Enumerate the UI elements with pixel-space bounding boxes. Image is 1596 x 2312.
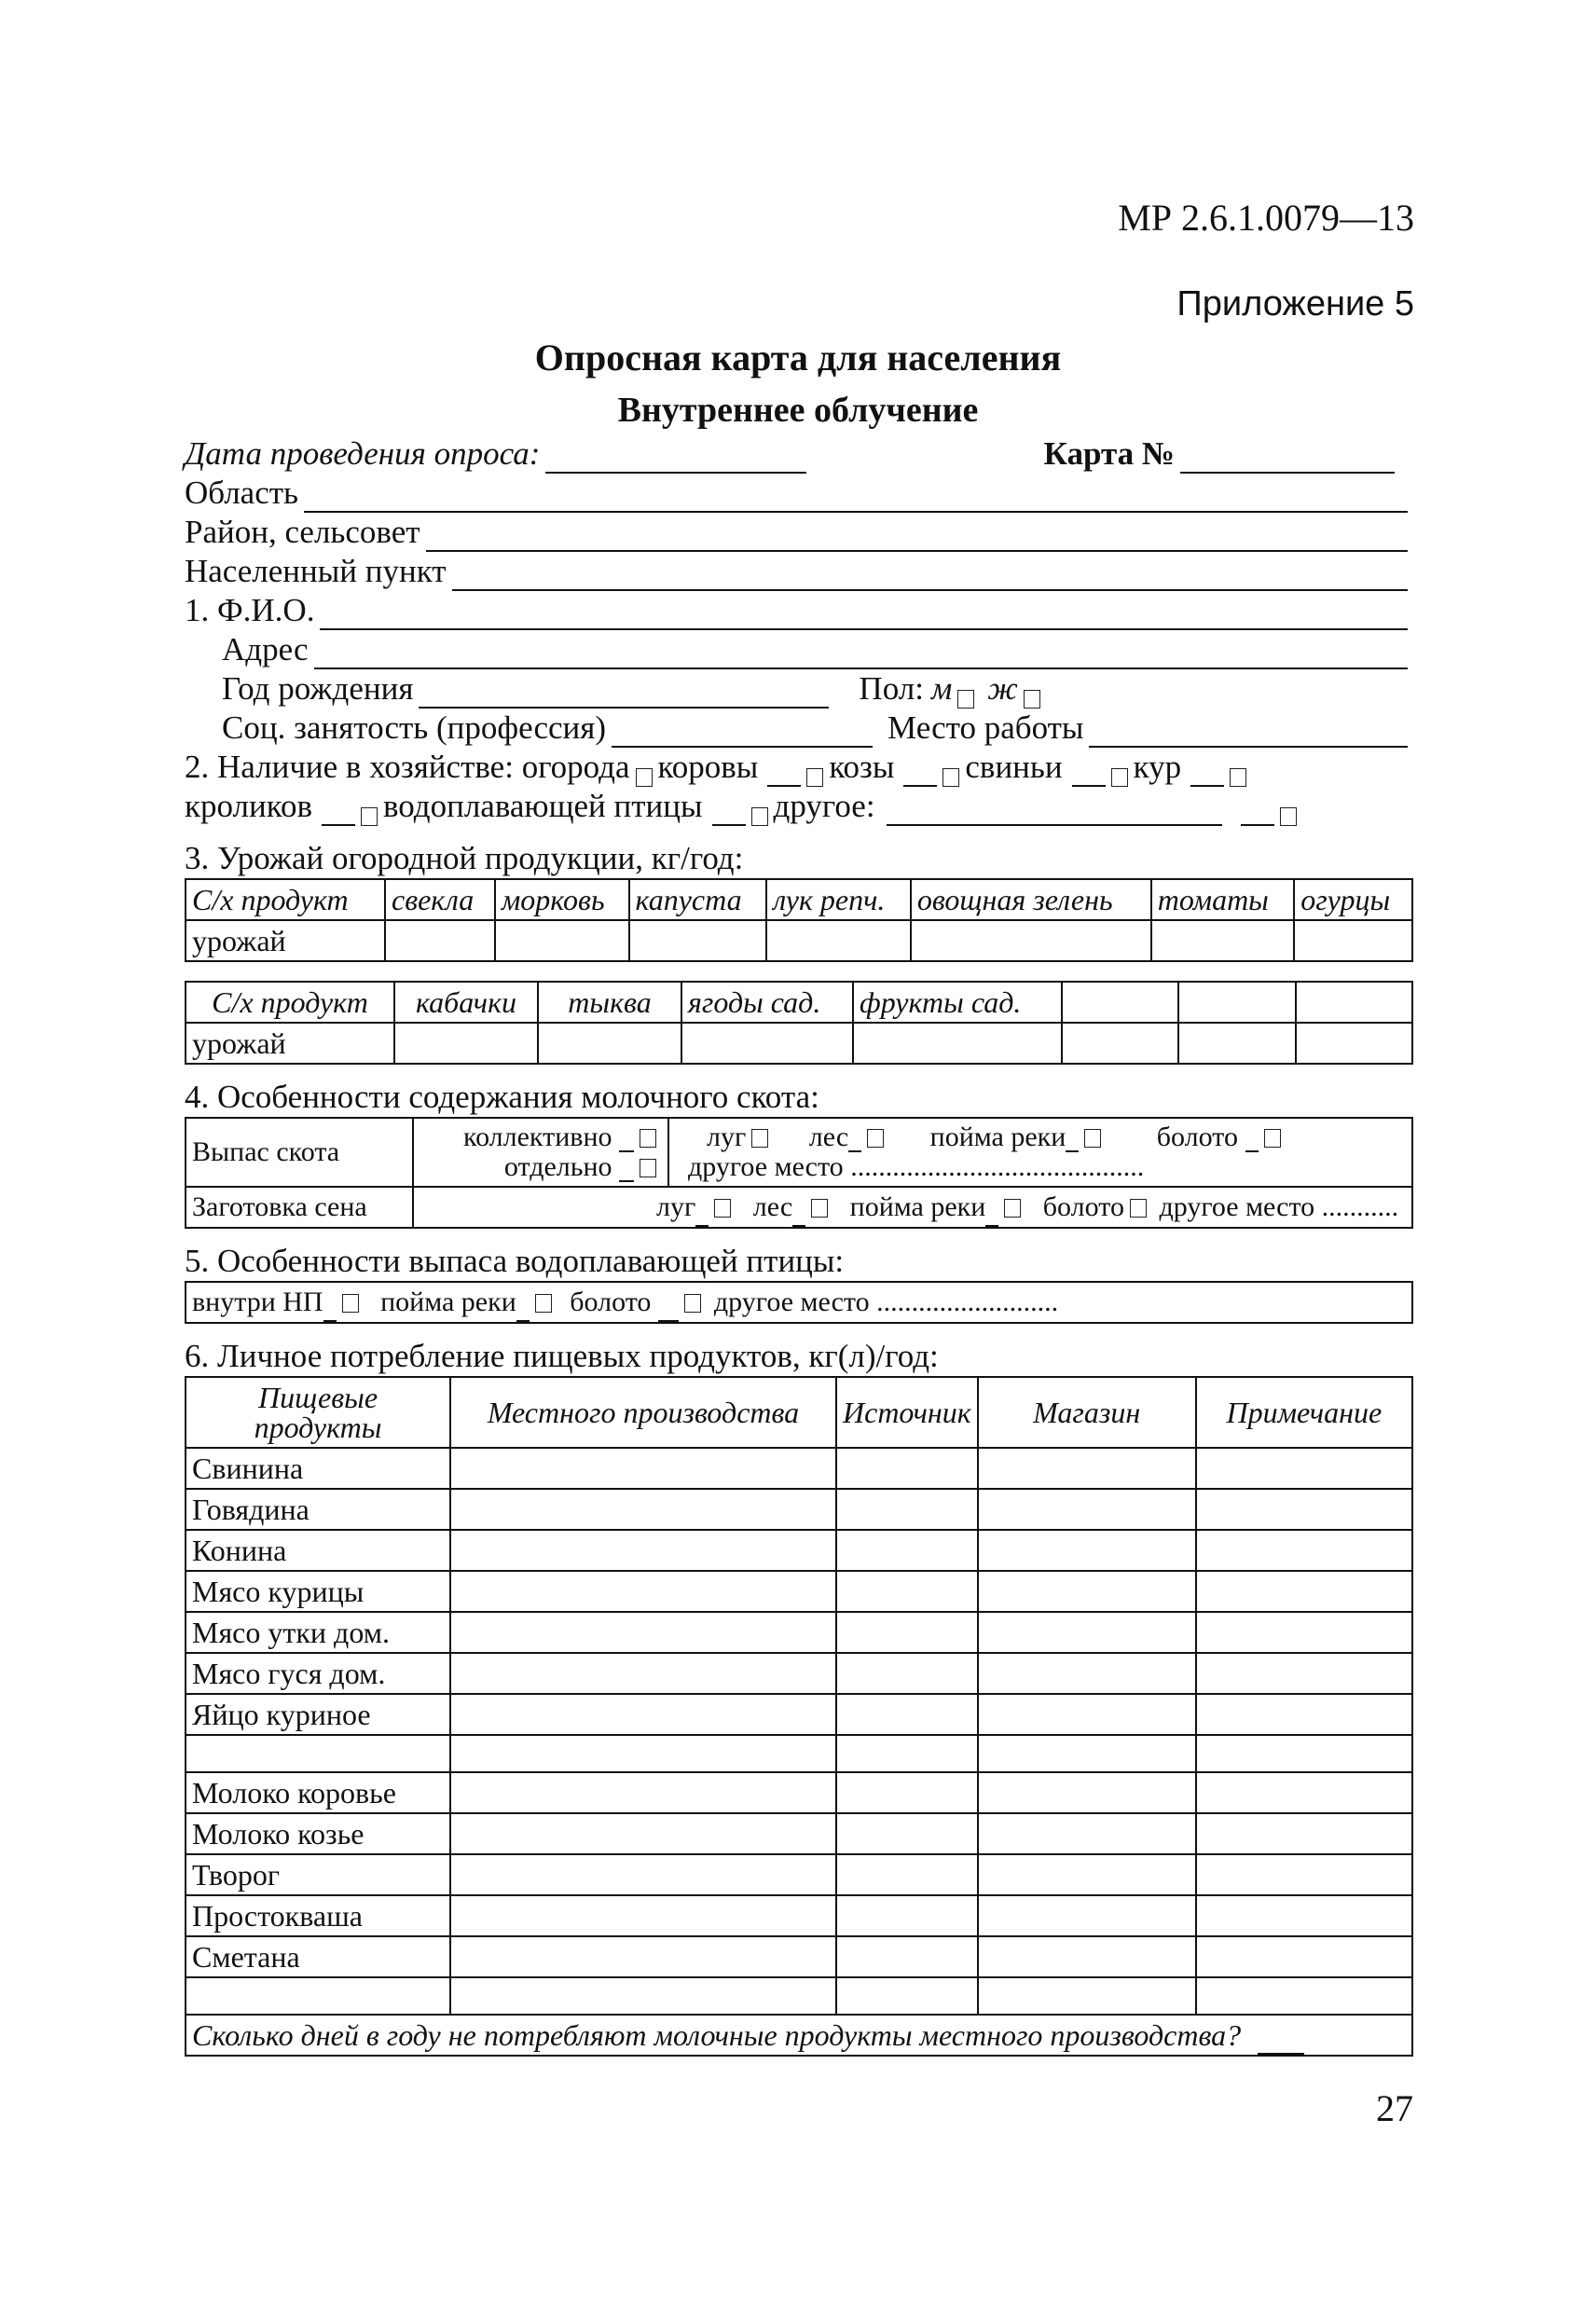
harvest-row-label: урожай <box>186 1023 394 1064</box>
food-item-label: Молоко козье <box>186 1813 450 1854</box>
consumption-cell[interactable] <box>978 1694 1196 1735</box>
table-row <box>186 879 1412 920</box>
consumption-cell[interactable] <box>1196 1813 1412 1854</box>
consumption-cell[interactable] <box>1196 1772 1412 1813</box>
wf-swamp-checkbox[interactable] <box>684 1294 701 1313</box>
harvest-cell[interactable] <box>629 920 767 961</box>
table-row <box>186 1813 1412 1854</box>
appendix-label: Приложение 5 <box>1176 284 1414 323</box>
fio-field[interactable] <box>320 600 1408 630</box>
consumption-cell[interactable] <box>450 1612 836 1653</box>
consumption-cell[interactable] <box>836 1612 978 1653</box>
consumption-cell[interactable] <box>978 1653 1196 1694</box>
household-item-chickens: кур <box>1133 749 1182 785</box>
harvest-cell[interactable] <box>1294 920 1412 961</box>
consumption-cell[interactable] <box>978 1489 1196 1530</box>
harvest-cell[interactable] <box>766 920 911 961</box>
harvest-cell[interactable] <box>538 1023 681 1064</box>
consumption-cell[interactable] <box>836 1694 978 1735</box>
consumption-cell[interactable] <box>1196 1571 1412 1612</box>
table-row <box>186 1377 1412 1448</box>
rabbits-checkbox[interactable] <box>361 807 378 826</box>
consumption-cell[interactable] <box>836 1489 978 1530</box>
workplace-label: Место работы <box>887 709 1084 746</box>
hay-meadow-label: луг <box>656 1191 696 1222</box>
survey-date-label: Дата проведения опроса: <box>185 435 541 472</box>
chickens-count-field[interactable] <box>1190 759 1224 787</box>
other-checkbox[interactable] <box>1280 807 1297 826</box>
grazing-place-cell <box>668 1118 1412 1187</box>
table-row <box>186 1187 1412 1228</box>
birth-year-field[interactable] <box>419 679 829 709</box>
food-item-label: Творог <box>186 1854 450 1895</box>
consumption-cell[interactable] <box>978 1612 1196 1653</box>
consumption-section-label: 6. Личное потребление пищевых продуктов, кг(л)/год: <box>185 1338 939 1374</box>
consumption-cell[interactable] <box>1196 1694 1412 1735</box>
table-row <box>186 1694 1412 1735</box>
table-row <box>186 1448 1412 1489</box>
consumption-cell[interactable] <box>978 1854 1196 1895</box>
goats-checkbox[interactable] <box>942 768 959 787</box>
harvest-row-label: урожай <box>186 920 385 961</box>
swamp-label: болото <box>1156 1122 1238 1152</box>
locality-row <box>185 552 1413 591</box>
consumption-cell[interactable] <box>450 1653 836 1694</box>
table-row <box>186 1489 1412 1530</box>
crop-header-tomato: томаты <box>1151 879 1294 920</box>
consumption-cell[interactable] <box>450 1735 836 1772</box>
cattle-section-label: 4. Особенности содержания молочного скота: <box>185 1079 819 1115</box>
waterfowl-place-cell <box>186 1282 1412 1323</box>
crop-header-empty <box>1178 982 1295 1023</box>
consumption-cell[interactable] <box>450 1571 836 1612</box>
separate-checkbox[interactable] <box>640 1159 656 1177</box>
wf-swamp-label: болото <box>570 1287 652 1317</box>
consumption-cell[interactable] <box>1196 1936 1412 1977</box>
household-item-other: другое: <box>773 788 875 824</box>
occupation-row <box>185 709 1413 748</box>
occupation-field[interactable] <box>612 718 873 748</box>
forest-label: лес <box>808 1122 849 1152</box>
consumption-cell[interactable] <box>450 1489 836 1530</box>
table-row <box>186 1571 1412 1612</box>
form-title: Опросная карта для населения <box>534 337 1062 378</box>
sex-m-label: м <box>930 670 953 707</box>
rabbits-count-field[interactable] <box>322 798 355 826</box>
waterfowl-count-field[interactable] <box>712 798 746 826</box>
consumption-cell[interactable] <box>978 1448 1196 1489</box>
crop-header-empty <box>1296 982 1412 1023</box>
region-field[interactable] <box>304 483 1408 513</box>
fio-row <box>185 591 1413 630</box>
consumption-cell[interactable] <box>836 1854 978 1895</box>
consumption-footer-cell <box>186 2015 1412 2056</box>
table-row <box>186 1936 1412 1977</box>
wf-floodplain-label: пойма реки <box>380 1287 516 1317</box>
hay-place-cell <box>413 1187 1412 1228</box>
household-item-cows: коровы <box>657 749 759 785</box>
consumption-cell[interactable] <box>1196 1612 1412 1653</box>
food-item-label <box>186 1977 450 2015</box>
col-header-food: Пищевые продукты <box>186 1377 450 1448</box>
hay-forest-label: лес <box>752 1191 793 1222</box>
consumption-cell[interactable] <box>1196 1977 1412 2015</box>
sex-label: Пол: <box>859 670 924 707</box>
household-row-2 <box>185 787 1413 826</box>
other-place-dots[interactable]: .......................................... <box>850 1151 1145 1182</box>
card-number-label: Карта № <box>1043 435 1175 472</box>
table-row <box>186 1854 1412 1895</box>
document-number: МР 2.6.1.0079—13 <box>1118 197 1414 239</box>
separate-label: отдельно <box>503 1151 612 1182</box>
harvest-cell[interactable] <box>385 920 495 961</box>
consumption-cell[interactable] <box>978 1977 1196 2015</box>
consumption-cell[interactable] <box>836 1653 978 1694</box>
food-item-label: Молоко коровье <box>186 1772 450 1813</box>
form-subtitle: Внутреннее облучение <box>617 391 979 430</box>
collective-label: коллективно <box>463 1122 612 1152</box>
crop-header-cabbage: капуста <box>629 879 767 920</box>
hay-swamp-label: болото <box>1042 1191 1124 1222</box>
crop-header-berries: ягоды сад. <box>681 982 853 1023</box>
food-item-label: Мясо гуся дом. <box>186 1653 450 1694</box>
harvest-cell[interactable] <box>495 920 629 961</box>
consumption-cell[interactable] <box>1196 1895 1412 1936</box>
chickens-checkbox[interactable] <box>1230 768 1246 787</box>
consumption-cell[interactable] <box>1196 1448 1412 1489</box>
grazing-label: Выпас скота <box>186 1118 413 1187</box>
grazing-mode-cell <box>413 1118 668 1187</box>
inside-settlement-checkbox[interactable] <box>342 1294 359 1313</box>
sex-f-checkbox[interactable] <box>1024 690 1040 709</box>
address-label: Адрес <box>222 631 309 667</box>
pigs-checkbox[interactable] <box>1111 768 1128 787</box>
harvest-section-label: 3. Урожай огородной продукции, кг/год: <box>185 840 744 876</box>
food-item-label: Простокваша <box>186 1895 450 1936</box>
table-row <box>186 1023 1412 1064</box>
consumption-cell[interactable] <box>978 1813 1196 1854</box>
harvest-table-2 <box>185 981 1413 1065</box>
crop-header-beet: свекла <box>385 879 495 920</box>
sex-f-label: ж <box>987 670 1018 707</box>
hay-swamp-checkbox[interactable] <box>1130 1199 1147 1218</box>
consumption-cell[interactable] <box>450 1895 836 1936</box>
table-row <box>186 1530 1412 1571</box>
consumption-cell[interactable] <box>978 1772 1196 1813</box>
region-row <box>185 474 1413 513</box>
household-item-waterfowl: водоплавающей птицы <box>383 788 703 824</box>
food-item-label: Мясо утки дом. <box>186 1612 450 1653</box>
wf-other-place-dots[interactable]: .......................... <box>876 1287 1059 1317</box>
household-row-1 <box>185 748 1413 787</box>
crop-header-empty <box>1062 982 1178 1023</box>
forest-checkbox[interactable] <box>867 1129 884 1148</box>
card-number-field[interactable] <box>1180 444 1395 474</box>
consumption-cell[interactable] <box>836 1936 978 1977</box>
col-header-store: Магазин <box>978 1377 1196 1448</box>
crop-header-product: С/х продукт <box>186 879 385 920</box>
food-item-label: Конина <box>186 1530 450 1571</box>
food-item-label: Говядина <box>186 1489 450 1530</box>
cows-count-field[interactable] <box>767 759 801 787</box>
hay-other-place-dots[interactable]: ........... <box>1321 1191 1399 1222</box>
consumption-cell[interactable] <box>1196 1735 1412 1772</box>
consumption-cell[interactable] <box>450 1813 836 1854</box>
table-row <box>186 982 1412 1023</box>
consumption-cell[interactable] <box>978 1571 1196 1612</box>
table-row <box>186 1653 1412 1694</box>
floodplain-checkbox[interactable] <box>1084 1129 1101 1148</box>
consumption-cell[interactable] <box>978 1735 1196 1772</box>
crop-header-onion: лук репч. <box>766 879 911 920</box>
other-place-label: другое место <box>688 1151 844 1182</box>
survey-date-field[interactable] <box>545 444 806 474</box>
hay-forest-checkbox[interactable] <box>811 1199 828 1218</box>
consumption-cell[interactable] <box>978 1936 1196 1977</box>
harvest-cell[interactable] <box>911 920 1151 961</box>
harvest-cell[interactable] <box>1151 920 1294 961</box>
food-item-label <box>186 1735 450 1772</box>
consumption-cell[interactable] <box>450 1936 836 1977</box>
table-row <box>186 1282 1412 1323</box>
floodplain-label: пойма реки <box>929 1122 1066 1152</box>
swamp-checkbox[interactable] <box>1264 1129 1281 1148</box>
hay-meadow-checkbox[interactable] <box>714 1199 731 1218</box>
district-row <box>185 513 1413 552</box>
household-item-rabbits: кроликов <box>185 788 312 824</box>
wf-floodplain-checkbox[interactable] <box>535 1294 552 1313</box>
address-field[interactable] <box>314 640 1408 669</box>
locality-field[interactable] <box>452 561 1408 591</box>
crop-header-cucumber: огурцы <box>1294 879 1412 920</box>
inside-settlement-label: внутри НП <box>192 1287 323 1317</box>
consumption-cell[interactable] <box>836 1735 978 1772</box>
harvest-cell[interactable] <box>853 1023 1062 1064</box>
table-row <box>186 1977 1412 2015</box>
consumption-cell[interactable] <box>836 1571 978 1612</box>
survey-date-row <box>185 434 1413 474</box>
pigs-count-field[interactable] <box>1072 759 1106 787</box>
crop-header-product: С/х продукт <box>186 982 394 1023</box>
goats-count-field[interactable] <box>903 759 937 787</box>
crop-header-zucchini: кабачки <box>394 982 538 1023</box>
meadow-label: луг <box>707 1122 747 1152</box>
col-header-note: Примечание <box>1196 1377 1412 1448</box>
hay-label: Заготовка сена <box>186 1187 413 1228</box>
consumption-cell[interactable] <box>1196 1530 1412 1571</box>
cattle-table <box>185 1117 1413 1229</box>
collective-checkbox[interactable] <box>640 1129 656 1148</box>
birth-year-label: Год рождения <box>222 670 414 707</box>
hay-other-place-label: другое место <box>1159 1191 1315 1222</box>
crop-header-pumpkin: тыква <box>538 982 681 1023</box>
food-item-label: Свинина <box>186 1448 450 1489</box>
harvest-cell[interactable] <box>394 1023 538 1064</box>
workplace-field[interactable] <box>1089 718 1408 748</box>
form-body <box>185 434 1413 2057</box>
table-row <box>186 1895 1412 1936</box>
consumption-cell[interactable] <box>836 1448 978 1489</box>
hay-floodplain-label: пойма реки <box>849 1191 986 1222</box>
harvest-cell[interactable] <box>1062 1023 1178 1064</box>
consumption-cell[interactable] <box>978 1895 1196 1936</box>
other-household-field[interactable] <box>887 798 1222 826</box>
consumption-cell[interactable] <box>978 1530 1196 1571</box>
food-item-label: Сметана <box>186 1936 450 1977</box>
cows-checkbox[interactable] <box>806 768 823 787</box>
consumption-cell[interactable] <box>450 1772 836 1813</box>
consumption-cell[interactable] <box>1196 1653 1412 1694</box>
occupation-label: Соц. занятость (профессия) <box>222 709 607 746</box>
col-header-local: Местного производства <box>450 1377 836 1448</box>
consumption-table <box>185 1376 1413 2057</box>
meadow-checkbox[interactable] <box>751 1129 768 1148</box>
fio-label: 1. Ф.И.О. <box>185 592 315 628</box>
waterfowl-checkbox[interactable] <box>751 807 768 826</box>
sex-m-checkbox[interactable] <box>957 690 974 709</box>
consumption-cell[interactable] <box>450 1530 836 1571</box>
locality-label: Населенный пункт <box>185 553 447 589</box>
wf-other-place-label: другое место <box>713 1287 870 1317</box>
consumption-cell[interactable] <box>450 1448 836 1489</box>
consumption-cell[interactable] <box>836 1813 978 1854</box>
crop-header-carrot: морковь <box>495 879 629 920</box>
table-row <box>186 1735 1412 1772</box>
waterfowl-table <box>185 1281 1413 1324</box>
consumption-cell[interactable] <box>836 1977 978 2015</box>
hay-floodplain-checkbox[interactable] <box>1004 1199 1021 1218</box>
table-row <box>186 920 1412 961</box>
consumption-cell[interactable] <box>836 1530 978 1571</box>
address-row <box>185 630 1413 669</box>
consumption-cell[interactable] <box>836 1772 978 1813</box>
food-item-label: Мясо курицы <box>186 1571 450 1612</box>
consumption-cell[interactable] <box>450 1694 836 1735</box>
harvest-table-1 <box>185 878 1413 962</box>
harvest-cell[interactable] <box>1178 1023 1295 1064</box>
other-count-field[interactable] <box>1241 798 1274 826</box>
region-label: Область <box>185 475 299 511</box>
crop-header-greens: овощная зелень <box>911 879 1151 920</box>
district-field[interactable] <box>426 522 1408 552</box>
food-item-label: Яйцо куриное <box>186 1694 450 1735</box>
waterfowl-section-label: 5. Особенности выпаса водоплавающей птицы: <box>185 1243 845 1279</box>
household-item-pigs: свиньи <box>965 749 1063 785</box>
crop-header-fruits: фрукты сад. <box>853 982 1062 1023</box>
consumption-cell[interactable] <box>450 1854 836 1895</box>
household-item-garden: огорода <box>521 749 630 785</box>
consumption-cell[interactable] <box>836 1895 978 1936</box>
harvest-cell[interactable] <box>1296 1023 1412 1064</box>
table-row <box>186 1772 1412 1813</box>
household-label: 2. Наличие в хозяйстве: <box>185 749 514 785</box>
birth-sex-row <box>185 669 1413 709</box>
page-number: 27 <box>1376 2087 1413 2129</box>
garden-checkbox[interactable] <box>636 768 653 787</box>
consumption-cell[interactable] <box>450 1977 836 2015</box>
consumption-cell[interactable] <box>1196 1489 1412 1530</box>
table-row <box>186 1612 1412 1653</box>
consumption-cell[interactable] <box>1196 1854 1412 1895</box>
table-row <box>186 1118 1412 1187</box>
col-header-source: Источник <box>836 1377 978 1448</box>
days-field[interactable] <box>1258 2029 1304 2055</box>
household-item-goats: козы <box>829 749 895 785</box>
consumption-footer-question: Сколько дней в году не потребляют молочные продукты местного производства? <box>192 2018 1242 2052</box>
district-label: Район, сельсовет <box>185 514 420 550</box>
table-row <box>186 2015 1412 2056</box>
harvest-cell[interactable] <box>681 1023 853 1064</box>
